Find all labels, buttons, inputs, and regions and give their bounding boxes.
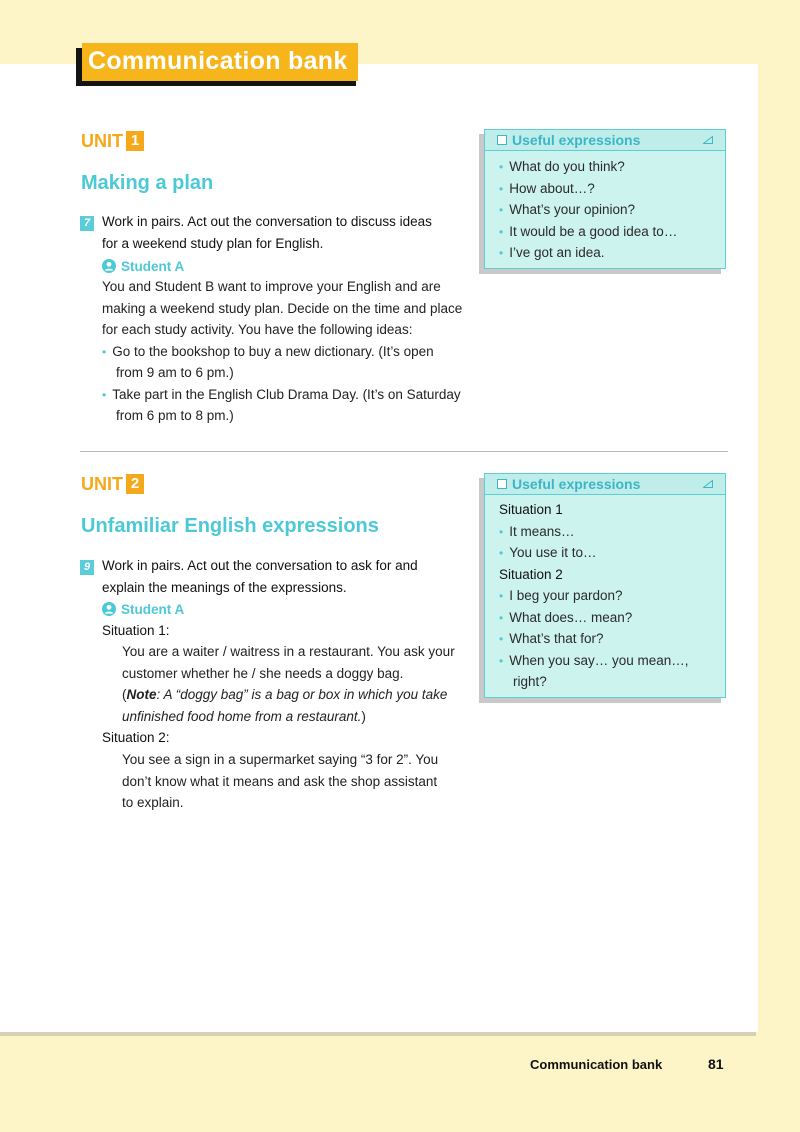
expression-item: • How about…? bbox=[499, 181, 595, 196]
corner-triangle-icon bbox=[703, 480, 713, 488]
unit1-number-badge: 1 bbox=[126, 131, 144, 151]
expression-item: • What’s your opinion? bbox=[499, 202, 636, 217]
bullet-icon: • bbox=[499, 225, 504, 239]
page-title: Communication bank bbox=[88, 47, 348, 75]
unit1-instruction-line: for a weekend study plan for English. bbox=[102, 236, 324, 251]
unit1-intro-line: making a weekend study plan. Decide on the time and place bbox=[102, 301, 463, 316]
idea-bullet-cont: from 6 pm to 8 pm.) bbox=[116, 408, 234, 423]
page-number: 81 bbox=[708, 1056, 724, 1072]
expression-item: • I beg your pardon? bbox=[499, 588, 623, 603]
bullet-icon: • bbox=[499, 160, 504, 174]
activity-number-badge: 9 bbox=[80, 560, 94, 575]
situation1-label: Situation 1: bbox=[102, 623, 170, 638]
expression-item: • When you say… you mean…, bbox=[499, 653, 689, 668]
expression-item: • It means… bbox=[499, 524, 575, 539]
expression-item: • What’s that for? bbox=[499, 631, 604, 646]
unit1-instruction-line: Work in pairs. Act out the conversation to discuss ideas bbox=[102, 214, 432, 229]
expression-item: • You use it to… bbox=[499, 545, 597, 560]
unit2-instruction-line: explain the meanings of the expressions. bbox=[102, 580, 347, 595]
bullet-icon: • bbox=[102, 345, 107, 359]
situation2-line: don’t know what it means and ask the shop assistant bbox=[122, 774, 438, 789]
bullet-icon: • bbox=[499, 203, 504, 217]
note-line: unfinished food home from a restaurant.) bbox=[122, 709, 366, 724]
useful-expressions-header bbox=[485, 474, 725, 495]
unit1-intro-line: You and Student B want to improve your English and are bbox=[102, 279, 441, 294]
situation-heading: Situation 2 bbox=[499, 567, 563, 582]
situation-heading: Situation 1 bbox=[499, 502, 563, 517]
unit1-student-label bbox=[102, 258, 184, 276]
activity-number-badge: 7 bbox=[80, 216, 94, 231]
person-icon bbox=[102, 602, 116, 616]
corner-triangle-icon bbox=[703, 136, 713, 144]
checkbox-icon bbox=[497, 135, 507, 145]
student-name: Student A bbox=[121, 259, 185, 274]
situation2-line: to explain. bbox=[122, 795, 184, 810]
expression-item: • What does… mean? bbox=[499, 610, 633, 625]
situation1-line: You are a waiter / waitress in a restaurant. You ask your bbox=[122, 644, 455, 659]
checkbox-icon bbox=[497, 479, 507, 489]
useful-expressions-box bbox=[484, 129, 726, 269]
section-divider bbox=[80, 451, 728, 452]
expression-item-cont: right? bbox=[513, 674, 547, 689]
situation1-line: customer whether he / she needs a doggy bag. bbox=[122, 666, 404, 681]
idea-bullet: • Go to the bookshop to buy a new dictionary. (It’s open bbox=[102, 344, 434, 359]
person-icon bbox=[102, 259, 116, 273]
useful-expressions-title: Useful expressions bbox=[512, 132, 641, 148]
unit2-label: UNIT bbox=[81, 474, 123, 494]
unit2-instruction-line: Work in pairs. Act out the conversation to ask for and bbox=[102, 558, 418, 573]
bullet-icon: • bbox=[499, 654, 504, 668]
bullet-icon: • bbox=[499, 246, 504, 260]
idea-bullet: • Take part in the English Club Drama Day. (It’s on Saturday bbox=[102, 387, 461, 402]
unit1-label: UNIT bbox=[81, 131, 123, 151]
bullet-icon: • bbox=[499, 611, 504, 625]
expression-item: • What do you think? bbox=[499, 159, 625, 174]
unit1-intro-line: for each study activity. You have the following ideas: bbox=[102, 322, 413, 337]
useful-expressions-header bbox=[485, 130, 725, 151]
useful-expressions-title: Useful expressions bbox=[512, 476, 641, 492]
idea-bullet-cont: from 9 am to 6 pm.) bbox=[116, 365, 234, 380]
student-name: Student A bbox=[121, 602, 185, 617]
situation2-line: You see a sign in a supermarket saying “3 for 2”. You bbox=[122, 752, 439, 767]
situation2-label: Situation 2: bbox=[102, 730, 170, 745]
bullet-icon: • bbox=[499, 589, 504, 603]
expression-item: • It would be a good idea to… bbox=[499, 224, 678, 239]
expression-item: • I’ve got an idea. bbox=[499, 245, 605, 260]
unit1-title: Making a plan bbox=[81, 172, 214, 194]
bullet-icon: • bbox=[102, 388, 107, 402]
bottom-divider bbox=[0, 1032, 756, 1036]
useful-expressions-box bbox=[484, 473, 726, 698]
bullet-icon: • bbox=[499, 546, 504, 560]
unit2-student-label bbox=[102, 601, 184, 619]
bullet-icon: • bbox=[499, 525, 504, 539]
unit2-title: Unfamiliar English expressions bbox=[81, 515, 379, 537]
bullet-icon: • bbox=[499, 632, 504, 646]
note-line: (Note: A “doggy bag” is a bag or box in which you take bbox=[122, 687, 448, 702]
bullet-icon: • bbox=[499, 182, 504, 196]
unit2-number-badge: 2 bbox=[126, 474, 144, 494]
footer-title: Communication bank bbox=[530, 1057, 663, 1072]
